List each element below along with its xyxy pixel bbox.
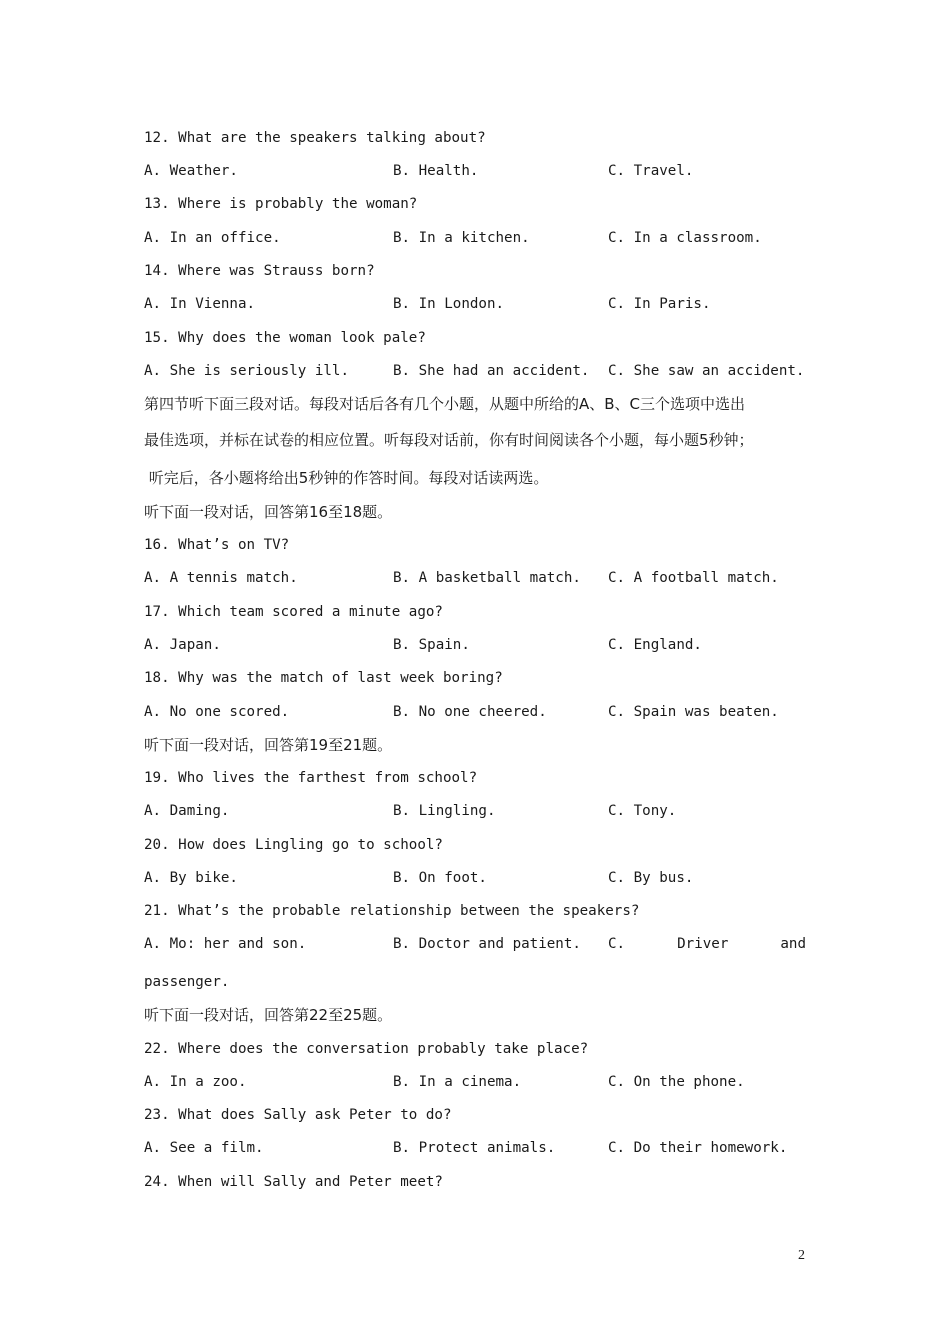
- question-20-option-c: C. By bus.: [608, 870, 694, 886]
- page-number: 2: [798, 1248, 805, 1263]
- question-14-stem: 14. Where was Strauss born?: [144, 263, 375, 279]
- section4-instruction-line-2: 最佳选项，并标在试卷的相应位置。听每段对话前，你有时间阅读各个小题，每小题5秒钟；: [144, 431, 754, 449]
- question-19-option-b: B. Lingling.: [393, 803, 496, 819]
- question-22-option-a: A. In a zoo.: [144, 1074, 247, 1090]
- question-20-stem: 20. How does Lingling go to school?: [144, 837, 443, 853]
- question-15-option-c: C. She saw an accident.: [608, 363, 805, 379]
- question-23-option-b: B. Protect animals.: [393, 1140, 556, 1156]
- question-13-stem: 13. Where is probably the woman?: [144, 196, 418, 212]
- question-20-option-b: B. On foot.: [393, 870, 487, 886]
- section4-instruction-line-3: 听完后，各小题将给出5秒钟的作答时间。每段对话读两选。: [144, 469, 549, 487]
- question-17-option-a: A. Japan.: [144, 637, 221, 653]
- section4-instruction-line-1: 第四节听下面三段对话。每段对话后各有几个小题，从题中所给的A、B、C三个选项中选出: [144, 395, 746, 413]
- question-22-stem: 22. Where does the conversation probably take place?: [144, 1041, 589, 1057]
- question-17-stem: 17. Which team scored a minute ago?: [144, 604, 443, 620]
- question-19-stem: 19. Who lives the farthest from school?: [144, 770, 478, 786]
- question-18-stem: 18. Why was the match of last week boring?: [144, 670, 503, 686]
- question-21-option-c-word-1: Driver: [677, 936, 729, 952]
- question-12-option-a: A. Weather.: [144, 163, 238, 179]
- question-18-option-c: C. Spain was beaten.: [608, 704, 779, 720]
- question-18-option-b: B. No one cheered.: [393, 704, 547, 720]
- question-14-option-c: C. In Paris.: [608, 296, 711, 312]
- question-21-option-c-letter: C.: [608, 936, 626, 952]
- question-21-option-c: [608, 934, 806, 954]
- question-23-stem: 23. What does Sally ask Peter to do?: [144, 1107, 452, 1123]
- question-18-option-a: A. No one scored.: [144, 704, 290, 720]
- question-15-option-a: A. She is seriously ill.: [144, 363, 349, 379]
- question-14-option-a: A. In Vienna.: [144, 296, 256, 312]
- question-21-option-a: A. Mo: her and son.: [144, 936, 307, 952]
- question-17-option-b: B. Spain.: [393, 637, 470, 653]
- question-22-option-b: B. In a cinema.: [393, 1074, 522, 1090]
- question-15-option-b: B. She had an accident.: [393, 363, 590, 379]
- question-12-stem: 12. What are the speakers talking about?: [144, 130, 486, 146]
- question-17-option-c: C. England.: [608, 637, 702, 653]
- question-16-option-c: C. A football match.: [608, 570, 779, 586]
- question-20-option-a: A. By bike.: [144, 870, 238, 886]
- question-21-option-c-continuation: passenger.: [144, 974, 230, 990]
- question-14-option-b: B. In London.: [393, 296, 505, 312]
- question-23-option-c: C. Do their homework.: [608, 1140, 788, 1156]
- question-21-stem: 21. What’s the probable relationship between the speakers?: [144, 903, 640, 919]
- question-22-option-c: C. On the phone.: [608, 1074, 745, 1090]
- question-21-option-b: B. Doctor and patient.: [393, 936, 581, 952]
- question-19-option-a: A. Daming.: [144, 803, 230, 819]
- question-24-stem: 24. When will Sally and Peter meet?: [144, 1174, 443, 1190]
- question-12-option-c: C. Travel.: [608, 163, 694, 179]
- question-23-option-a: A. See a film.: [144, 1140, 264, 1156]
- dialog-1-instruction: 听下面一段对话，回答第16至18题。: [144, 503, 393, 521]
- question-13-option-c: C. In a classroom.: [608, 230, 762, 246]
- question-16-stem: 16. What’s on TV?: [144, 537, 290, 553]
- question-15-stem: 15. Why does the woman look pale?: [144, 330, 426, 346]
- question-13-option-b: B. In a kitchen.: [393, 230, 530, 246]
- question-16-option-b: B. A basketball match.: [393, 570, 581, 586]
- question-13-option-a: A. In an office.: [144, 230, 281, 246]
- question-12-option-b: B. Health.: [393, 163, 479, 179]
- question-21-option-c-word-2: and: [780, 936, 806, 952]
- question-19-option-c: C. Tony.: [608, 803, 677, 819]
- dialog-2-instruction: 听下面一段对话，回答第19至21题。: [144, 736, 393, 754]
- question-16-option-a: A. A tennis match.: [144, 570, 298, 586]
- dialog-3-instruction: 听下面一段对话，回答第22至25题。: [144, 1006, 393, 1024]
